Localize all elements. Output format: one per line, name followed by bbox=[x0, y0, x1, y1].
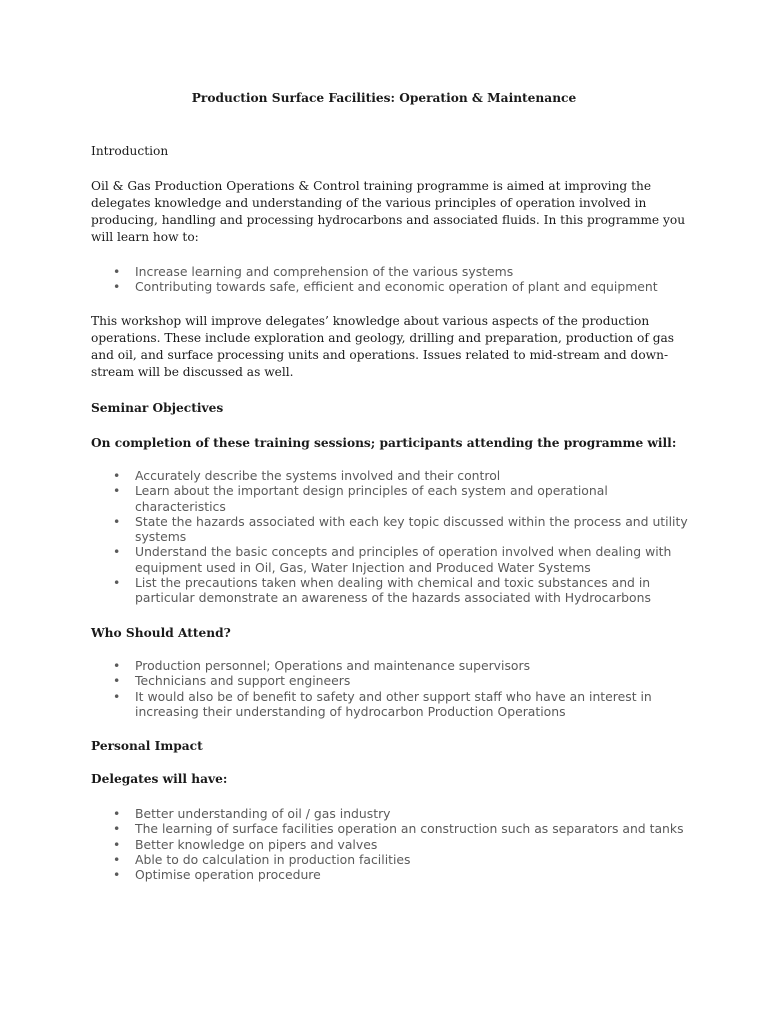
objectives-intro: On completion of these training sessions; participants attending the programme will: bbox=[91, 436, 677, 450]
bullet-icon: • bbox=[113, 821, 121, 837]
objectives-list bbox=[91, 468, 691, 606]
bullet-icon: • bbox=[113, 544, 121, 560]
bullet-icon: • bbox=[113, 483, 121, 499]
bullet-icon: • bbox=[113, 851, 121, 867]
list-item: • Optimise operation procedure bbox=[113, 867, 321, 883]
workshop-paragraph: This workshop will improve delegates’ knowledge about various aspects of the production operations. These include exploration and geology, drilling and preparation, production of gas and oil, and surface processing units and operations. Issues related to mid-stream and down-stream will be discussed as well. bbox=[91, 314, 675, 379]
list-item: • Able to do calculation in production facilities bbox=[113, 851, 411, 867]
bullet-icon: • bbox=[113, 688, 121, 704]
bullet-icon: • bbox=[113, 867, 121, 883]
bullet-icon: • bbox=[113, 806, 121, 821]
introduction-paragraph: Oil & Gas Production Operations & Control training programme is aimed at improving the delegates knowledge and understanding of the various principles of operation involved in producing, handling and processing hydrocarbons and associated fluids. In this programme you will learn how to: bbox=[91, 179, 686, 244]
bullet-icon: • bbox=[113, 658, 121, 673]
bullet-icon: • bbox=[113, 513, 121, 529]
list-item: • Better understanding of oil / gas industry bbox=[113, 806, 391, 821]
list-item: • State the hazards associated with each key topic discussed within the process and utility systems bbox=[113, 513, 688, 545]
list-item: • Accurately describe the systems involved and their control bbox=[113, 468, 501, 483]
delegates-heading: Delegates will have: bbox=[91, 772, 228, 786]
list-item: • Learn about the important design principles of each system and operational characteristics bbox=[113, 483, 608, 514]
bullet-icon: • bbox=[113, 575, 121, 591]
list-item: • Production personnel; Operations and maintenance supervisors bbox=[113, 658, 531, 673]
introduction-heading: Introduction bbox=[91, 144, 169, 158]
bullet-icon: • bbox=[113, 279, 121, 295]
personal-impact-heading: Personal Impact bbox=[91, 739, 203, 753]
list-item: • The learning of surface facilities operation an construction such as separators and tanks bbox=[113, 821, 684, 837]
seminar-objectives-heading: Seminar Objectives bbox=[91, 401, 224, 415]
list-item: • Technicians and support engineers bbox=[113, 673, 351, 689]
bullet-icon: • bbox=[113, 264, 121, 279]
delegates-list bbox=[91, 806, 691, 882]
bullet-icon: • bbox=[113, 468, 121, 483]
bullet-icon: • bbox=[113, 836, 121, 852]
list-item: • Increase learning and comprehension of the various systems bbox=[113, 264, 514, 279]
document-title: Production Surface Facilities: Operation & Maintenance bbox=[191, 91, 577, 105]
who-should-attend-heading: Who Should Attend? bbox=[91, 626, 231, 640]
attend-list bbox=[91, 658, 691, 719]
list-item: • Contributing towards safe, efficient and economic operation of plant and equipment bbox=[113, 279, 658, 295]
list-item: • It would also be of benefit to safety and other support staff who have an interest in increasing their understanding of hydrocarbon Production Operations bbox=[113, 688, 652, 719]
bullet-icon: • bbox=[113, 673, 121, 689]
list-item: • Understand the basic concepts and principles of operation involved when dealing with equipment used in Oil, Gas, Water Injection and Produced Water Systems bbox=[113, 544, 672, 575]
list-item: • List the precautions taken when dealing with chemical and toxic substances and in particular demonstrate an awareness of the hazards associated with Hydrocarbons bbox=[113, 575, 651, 606]
list-item: • Better knowledge on pipers and valves bbox=[113, 836, 378, 852]
learn-list bbox=[91, 264, 691, 295]
